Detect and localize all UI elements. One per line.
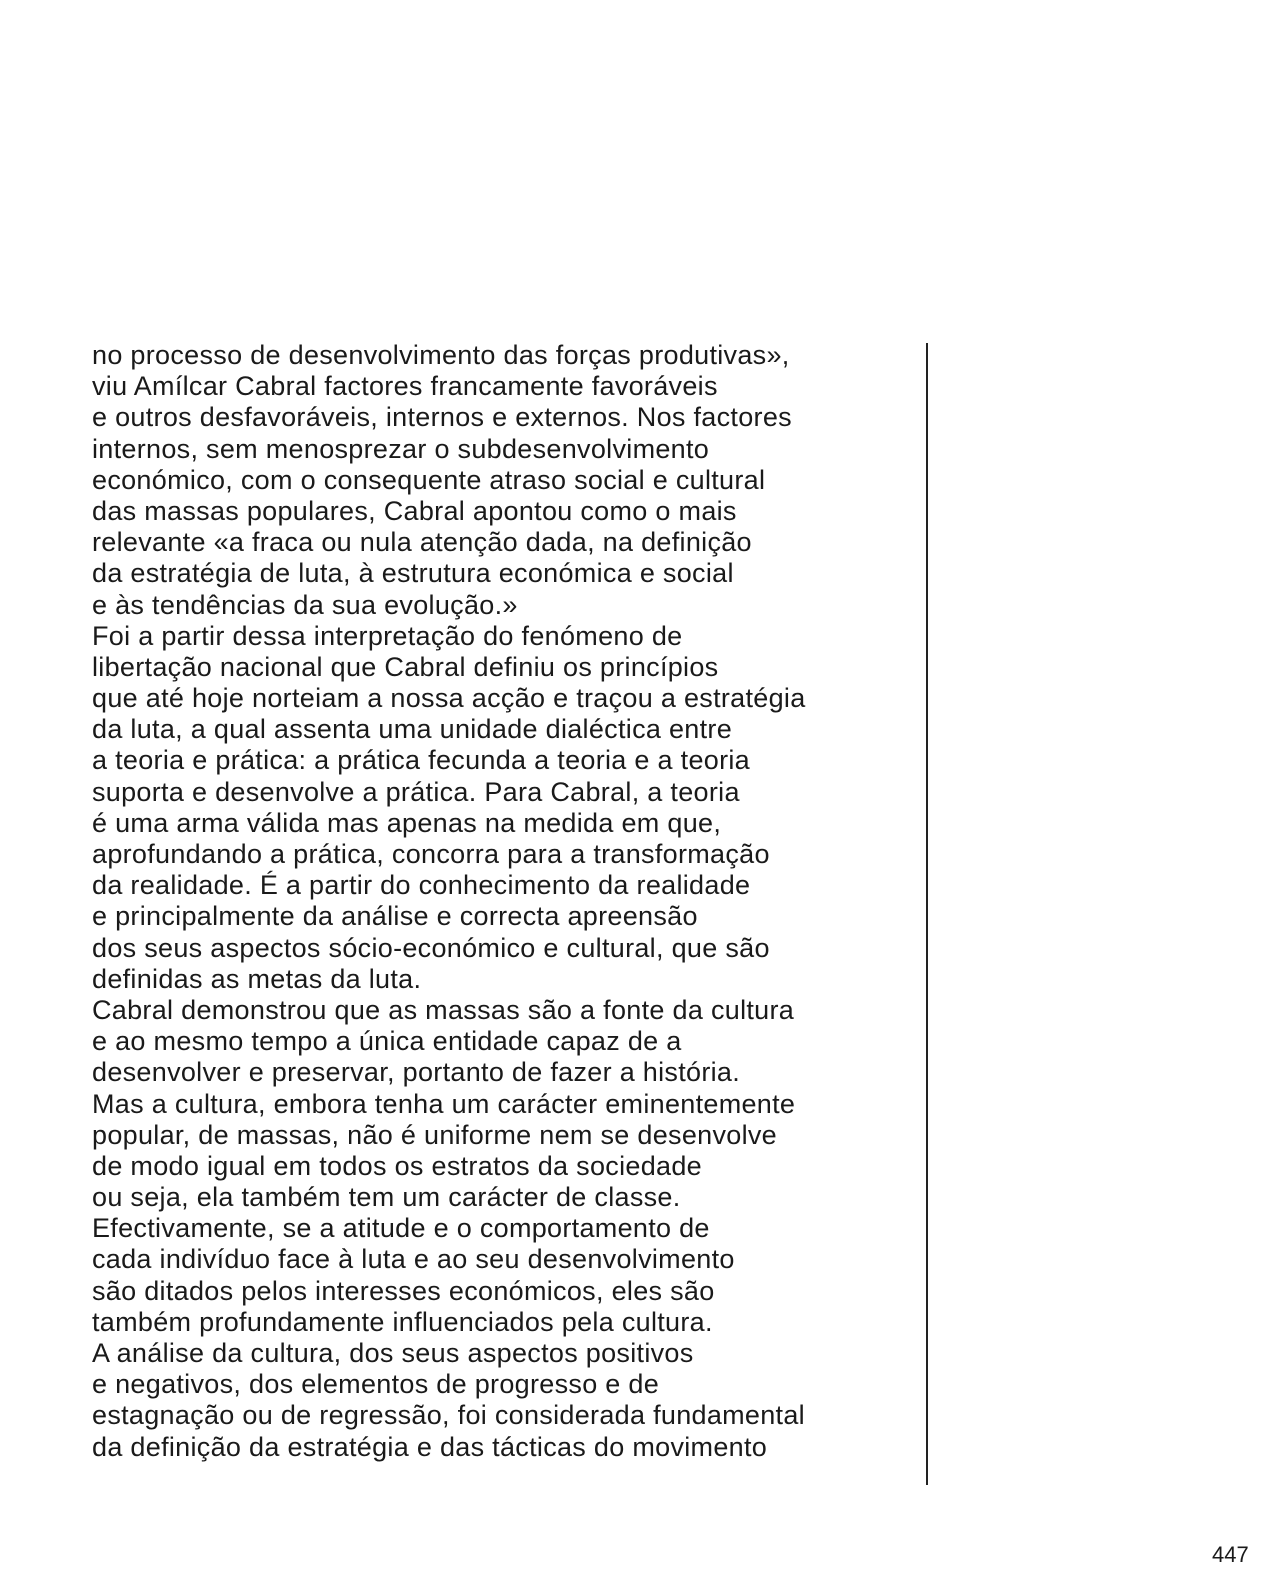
text-line: popular, de massas, não é uniforme nem se desenvolve: [92, 1119, 777, 1150]
text-line: no processo de desenvolvimento das forças produtivas»,: [92, 340, 790, 370]
text-line: das massas populares, Cabral apontou como o mais: [92, 495, 737, 526]
text-line: dos seus aspectos sócio-económico e cultural, que são: [92, 932, 770, 963]
text-line: e outros desfavoráveis, internos e externos. Nos factores: [92, 402, 792, 433]
text-line: internos, sem menosprezar o subdesenvolvimento: [92, 433, 710, 464]
text-line: são ditados pelos interesses económicos, eles são: [92, 1275, 715, 1306]
text-line: da luta, a qual assenta uma unidade dialéctica entre: [92, 714, 733, 745]
text-line: a teoria e prática: a prática fecunda a teoria e a teoria: [92, 745, 750, 776]
text-line: Efectivamente, se a atitude e o comportamento de: [92, 1213, 710, 1244]
text-line: da estratégia de luta, à estrutura económica e social: [92, 558, 734, 589]
text-line: libertação nacional que Cabral definiu os princípios: [92, 651, 719, 682]
text-line: desenvolver e preservar, portanto de fazer a história.: [92, 1057, 741, 1088]
text-line: ou seja, ela também tem um carácter de classe.: [92, 1182, 681, 1213]
body-text: [92, 340, 922, 1463]
text-line: viu Amílcar Cabral factores francamente favoráveis: [92, 371, 718, 402]
text-line: que até hoje norteiam a nossa acção e traçou a estratégia: [92, 683, 806, 714]
text-line: estagnação ou de regressão, foi considerada fundamental: [92, 1400, 805, 1431]
text-line: cada indivíduo face à luta e ao seu desenvolvimento: [92, 1244, 735, 1275]
text-line: suporta e desenvolve a prática. Para Cabral, a teoria: [92, 776, 740, 807]
text-line: de modo igual em todos os estratos da sociedade: [92, 1150, 702, 1181]
text-line: A análise da cultura, dos seus aspectos positivos: [92, 1338, 694, 1368]
text-line: e negativos, dos elementos de progresso e de: [92, 1369, 660, 1400]
text-line: definidas as metas da luta.: [92, 963, 422, 994]
text-line: da realidade. É a partir do conhecimento da realidade: [92, 870, 751, 901]
page-number: 447: [1212, 1542, 1249, 1567]
text-line: Cabral demonstrou que as massas são a fonte da cultura: [92, 994, 795, 1025]
text-line: e ao mesmo tempo a única entidade capaz de a: [92, 1026, 682, 1057]
text-line: e principalmente da análise e correcta apreensão: [92, 901, 698, 932]
text-line: é uma arma válida mas apenas na medida em que,: [92, 807, 722, 838]
text-line: económico, com o consequente atraso social e cultural: [92, 464, 766, 495]
text-line: Foi a partir dessa interpretação do fenómeno de: [92, 620, 683, 651]
text-line: relevante «a fraca ou nula atenção dada, na definição: [92, 527, 752, 558]
margin-rule: [926, 343, 928, 1485]
text-line: e às tendências da sua evolução.»: [92, 589, 518, 620]
text-line: da definição da estratégia e das tácticas do movimento: [92, 1431, 768, 1462]
text-line: Mas a cultura, embora tenha um carácter eminentemente: [92, 1088, 796, 1119]
text-line: também profundamente influenciados pela cultura.: [92, 1306, 713, 1337]
text-line: aprofundando a prática, concorra para a transformação: [92, 839, 770, 869]
